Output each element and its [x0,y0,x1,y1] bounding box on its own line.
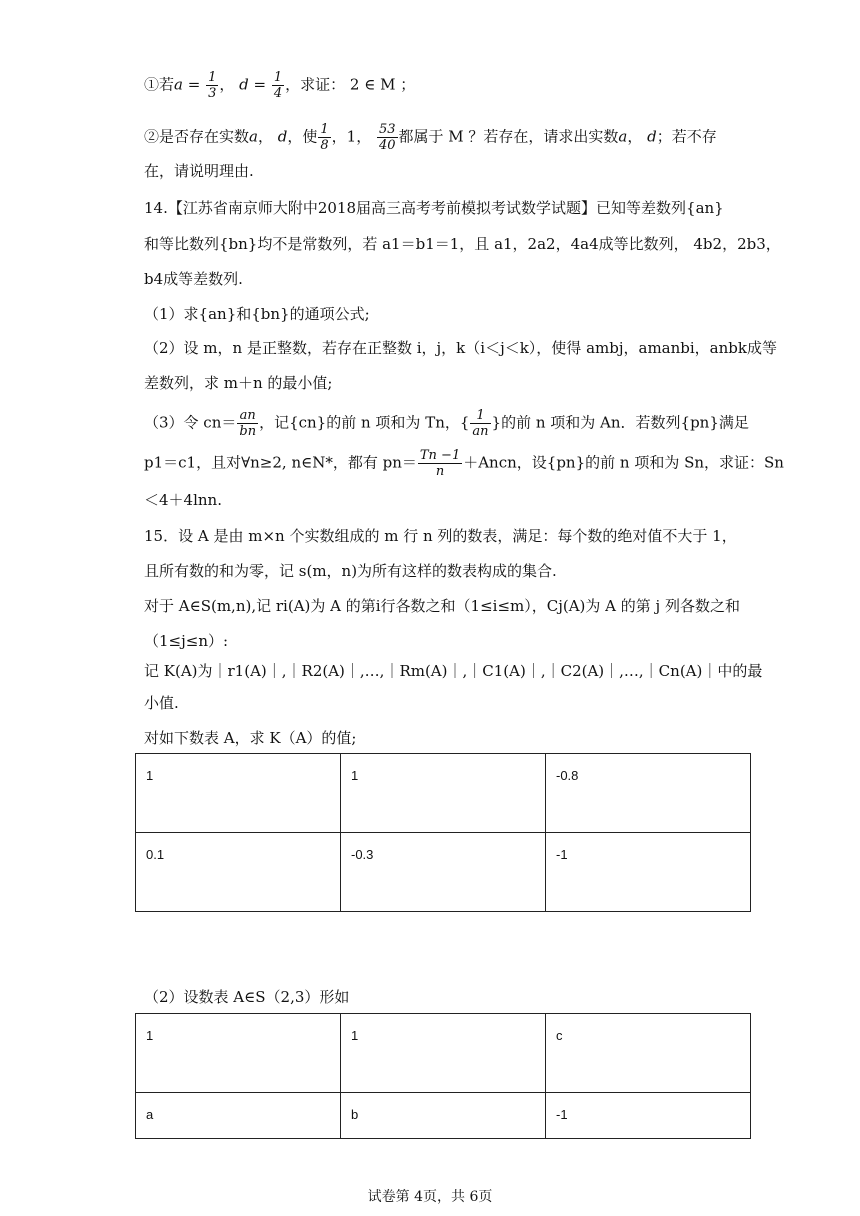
q14-part2-line1: （2）设 m，n 是正整数，若存在正整数 i，j，k（i＜j＜k），使得 ambj，amanbi，anbk成等 [144,339,777,357]
table-cell: a [136,1093,341,1139]
q14-part1: （1）求{an}和{bn}的通项公式; [144,305,370,323]
table-row [136,1014,751,1093]
q15-line3: 对于 A∈S(m,n),记 ri(A)为 A 的第i行各数之和（1≤i≤m），Cj(A)为 A 的第 j 列各数之和 [144,597,740,615]
q14-part3-line3: ＜4＋4lnn. [144,491,222,509]
q14-line3: b4成等差数列. [144,270,243,288]
q14-line2: 和等比数列{bn}均不是常数列，若 a1＝b1＝1，且 a1，2a2，4a4成等比数列， 4b2，2b3， [144,235,781,253]
table-a-form [135,1013,751,1139]
fraction-one-an: $\frac{1}{an}$ [472,408,489,439]
q15-line1: 15．设 A 是由 m×n 个实数组成的 m 行 n 列的数表，满足：每个数的绝对值不大于 1， [144,527,737,545]
q14-part2-line2: 差数列，求 m＋n 的最小值; [144,374,333,392]
table-cell: -1 [546,1093,751,1139]
q13-part2-line2: 在，请说明理由. [144,162,254,180]
fraction-one-third: $\frac{1}{3}$ [208,70,217,101]
table-cell: -0.8 [546,754,751,833]
table-cell: -0.3 [341,833,546,912]
fraction-an-bn: $\frac{an}{bn}$ [239,408,257,439]
page-footer: 试卷第 4页，共 6页 [367,1189,493,1205]
q13-part2-line1: ②是否存在实数a， d，使 $\frac{1}{8}$ ，1， $\frac{53}{40}$ 都属于 M ？若存在，请求出实数a， d；若不存 [144,122,717,153]
q15-line7: 对如下数表 A，求 K（A）的值; [144,729,357,747]
fraction-tn-minus-one-over-n: $\frac{Tn -1}{n}$ [419,448,461,479]
table-cell: c [546,1014,751,1093]
table-a [135,753,751,912]
fraction-one-eighth: $\frac{1}{8}$ [320,122,329,153]
q14-line1: 14.【江苏省南京师大附中2018届高三高考考前模拟考试数学试题】已知等差数列{an} [144,199,724,217]
fraction-one-quarter: $\frac{1}{4}$ [273,70,283,101]
q15-line4: （1≤j≤n）: [144,632,229,650]
table-cell: -1 [546,833,751,912]
table-cell: 0.1 [136,833,341,912]
q14-part3-line1: （3）令 cn＝ $\frac{an}{bn}$ ，记{cn}的前 n 项和为 Tn，{ $\frac{1}{an}$ }的前 n 项和为 An．若数列{pn}满足 [144,408,749,439]
table-cell: b [341,1093,546,1139]
table-cell: 1 [341,1014,546,1093]
table-row [136,833,751,912]
q15-line6: 小值. [144,694,179,712]
q14-part3-line2: p1＝c1，且对∀n≥2, n∈N*，都有 pn＝ $\frac{Tn -1}{n}$ ＋Ancn，设{pn}的前 n 项和为 Sn，求证：Sn [144,448,784,479]
table-row [136,754,751,833]
table-cell: 1 [341,754,546,833]
q13-part1: ①若a = $\frac{1}{3}$ ， d = $\frac{1}{4}$ ，求证： 2 ∈ M ； [144,70,416,101]
table-row [136,1093,751,1139]
table-cell: 1 [136,1014,341,1093]
q15-line5: 记 K(A)为｜r1(A)｜,｜R2(A)｜,…,｜Rm(A)｜,｜C1(A)｜,｜C2(A)｜,…,｜Cn(A)｜中的最 [144,662,763,680]
q15-part2-intro: （2）设数表 A∈S（2,3）形如 [144,988,350,1006]
fraction-53-40: $\frac{53}{40}$ [378,122,396,153]
table-cell: 1 [136,754,341,833]
q15-line2: 且所有数的和为零，记 s(m，n)为所有这样的数表构成的集合. [144,562,557,580]
